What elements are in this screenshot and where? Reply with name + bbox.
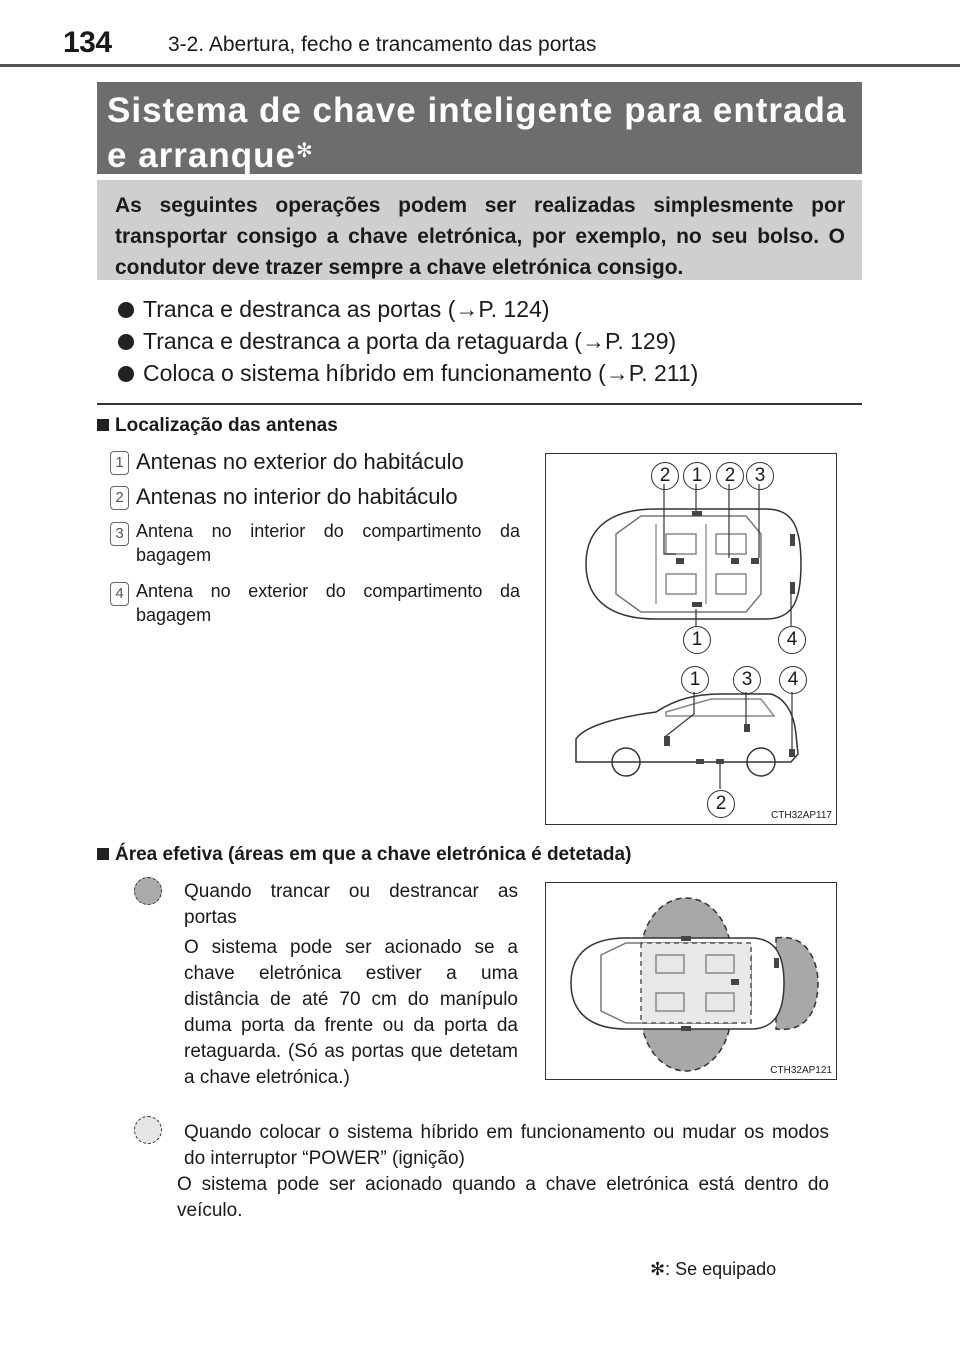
- feature-text: Tranca e destranca a porta da retaguarda (→P. 129): [143, 328, 677, 354]
- callout-badge: 3: [733, 666, 761, 694]
- item-text: Antenas no exterior do habitáculo: [136, 449, 464, 474]
- callout-badge: 1: [683, 462, 711, 490]
- callout-badge: 4: [779, 666, 807, 694]
- bullet-icon: [118, 366, 134, 382]
- feature-item: [118, 357, 838, 389]
- page-number: 134: [63, 26, 112, 59]
- bullet-icon: [118, 334, 134, 350]
- antenna-item-4: [110, 579, 520, 629]
- callout-badge: 2: [707, 790, 735, 818]
- zone2-description: O sistema pode ser acionado quando a chave eletrónica está dentro do veículo.: [177, 1174, 829, 1221]
- footnote: ✻: Se equipado: [650, 1259, 777, 1279]
- intro-text: As seguintes operações podem ser realizadas simplesmente por transportar consigo a chave eletrónica, por exemplo, no seu bolso. O condutor deve trazer sempre a chave eletrónica consigo.: [115, 194, 845, 279]
- detection-area-figure: [545, 882, 837, 1080]
- cabin-zone-icon: [134, 1116, 162, 1144]
- feature-item: [118, 293, 838, 325]
- equipped-mark: ✻: [295, 140, 314, 162]
- callout-badge: 2: [716, 462, 744, 490]
- door-zone-icon: [134, 877, 162, 905]
- zone2-title: Quando colocar o sistema híbrido em funcionamento ou mudar os modos do interruptor “POWER” (ignição): [184, 1122, 829, 1169]
- callout-badge: 1: [683, 626, 711, 654]
- square-bullet-icon: [97, 419, 109, 431]
- page-title: [107, 88, 857, 178]
- item-text: Antena no exterior do compartimento da bagagem: [136, 581, 520, 625]
- antenna-item-3: [110, 519, 520, 569]
- item-text: Antena no interior do compartimento da bagagem: [136, 521, 520, 565]
- square-bullet-icon: [97, 848, 109, 860]
- feature-list: [118, 293, 838, 389]
- item-text: Antenas no interior do habitáculo: [136, 484, 458, 509]
- chapter-title: 3-2. Abertura, fecho e trancamento das portas: [168, 33, 597, 56]
- section-heading-antennas: Localização das antenas: [97, 415, 338, 437]
- bullet-icon: [118, 302, 134, 318]
- figure-code: CTH32AP121: [770, 1065, 832, 1076]
- item-number-badge: 1: [110, 451, 129, 475]
- antenna-item-1: [110, 448, 520, 478]
- callout-badge: 3: [746, 462, 774, 490]
- antenna-item-2: [110, 483, 520, 513]
- feature-text: Tranca e destranca as portas (→P. 124): [143, 296, 550, 322]
- feature-text: Coloca o sistema híbrido em funcionamento (→P. 211): [143, 360, 699, 386]
- item-number-badge: 3: [110, 522, 129, 546]
- callout-badge: 1: [681, 666, 709, 694]
- item-number-badge: 2: [110, 486, 129, 510]
- section-heading-area: Área efetiva (áreas em que a chave eletrónica é detetada): [97, 844, 631, 866]
- callout-badge: 2: [651, 462, 679, 490]
- header-rule: [0, 64, 960, 67]
- callout-badge: 4: [778, 626, 806, 654]
- zone1-description: O sistema pode ser acionado se a chave eletrónica estiver a uma distância de até 70 cm do manípulo duma porta da frente ou da porta da retaguarda. (Só as portas que detetam a chave eletrónica.): [184, 937, 518, 1088]
- feature-item: [118, 325, 838, 357]
- figure-code: CTH32AP117: [771, 810, 832, 821]
- antenna-location-figure: [545, 453, 837, 825]
- title-line-2: e arranque: [107, 136, 296, 175]
- section-divider: [97, 403, 862, 405]
- item-number-badge: 4: [110, 582, 129, 606]
- detection-area-diagram: [546, 883, 836, 1079]
- title-line-1: Sistema de chave inteligente para entrada: [107, 91, 847, 130]
- zone1-title: Quando trancar ou destrancar as portas: [184, 881, 518, 928]
